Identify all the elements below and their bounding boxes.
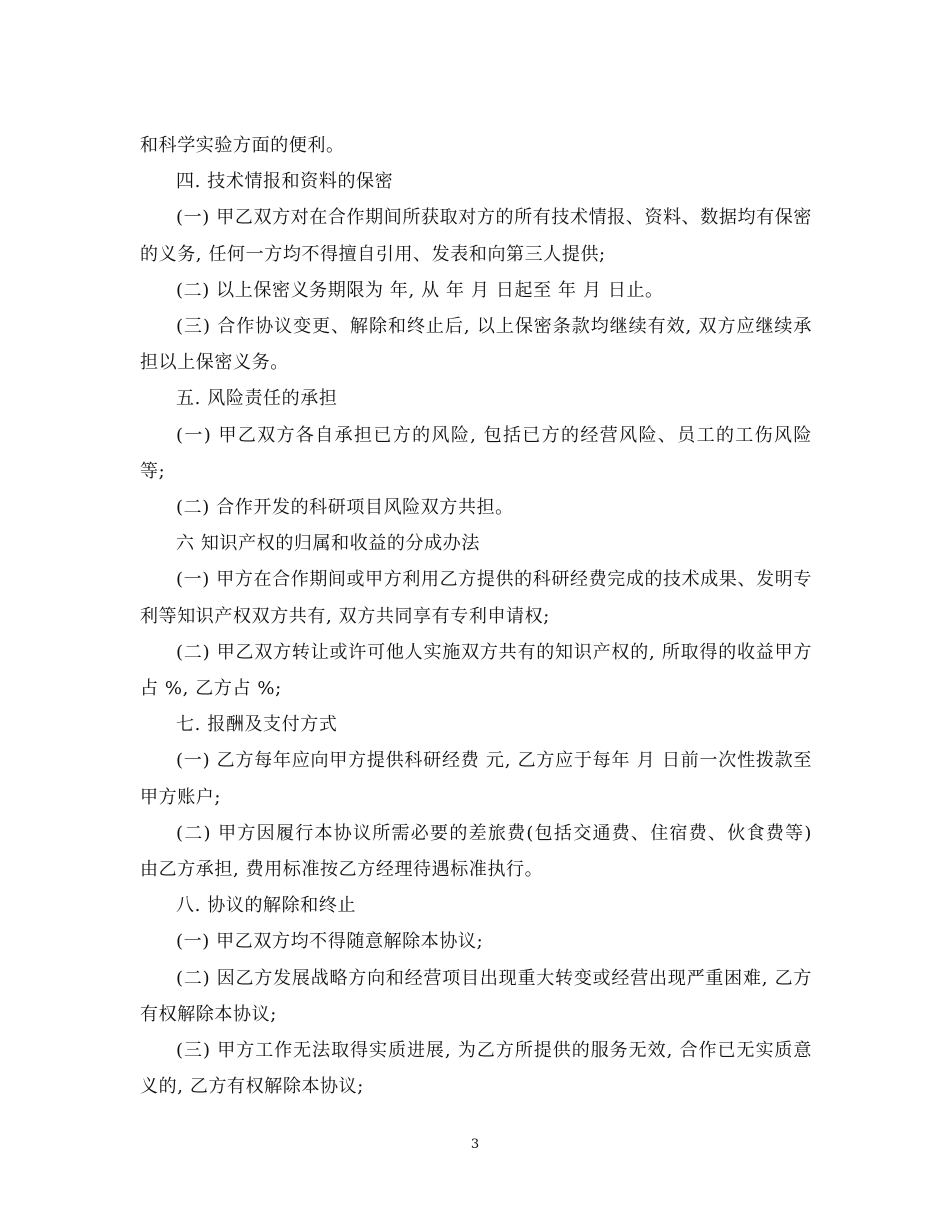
paragraph: (二) 因乙方发展战略方向和经营项目出现重大转变或经营出现严重困难, 乙方有权解除本协议; [140,967,812,1025]
paragraph: (三) 甲方工作无法取得实质进展, 为乙方所提供的服务无效, 合作已无实质意义的, 乙方有权解除本协议; [140,1040,812,1098]
paragraph: (二) 以上保密义务期限为 年, 从 年 月 日起至 年 月 日止。 [176,279,664,301]
paragraph: (一) 甲方在合作期间或甲方利用乙方提供的科研经费完成的技术成果、发明专利等知识产权双方共有, 双方共同享有专利申请权; [140,569,812,627]
paragraph: (一) 乙方每年应向甲方提供科研经费 元, 乙方应于每年 月 日前一次性拨款至甲方账户; [140,750,812,808]
paragraph: (二) 甲乙双方转让或许可他人实施双方共有的知识产权的, 所取得的收益甲方占 %, 乙方占 %; [140,641,812,700]
section-heading-payment: 七. 报酬及支付方式 [176,714,338,736]
page-number: 3 [470,1137,480,1152]
paragraph: (二) 甲方因履行本协议所需必要的差旅费(包括交通费、住宿费、伙食费等) 由乙方承担, 费用标准按乙方经理待遇标准执行。 [140,822,812,881]
paragraph: (一) 甲乙双方对在合作期间所获取对方的所有技术情报、资料、数据均有保密的义务, 任何一方均不得擅自引用、发表和向第三人提供; [140,207,812,265]
paragraph-continuation: 和科学实验方面的便利。 [140,135,345,156]
paragraph: (一) 甲乙双方各自承担已方的风险, 包括已方的经营风险、员工的工伤风险等; [140,424,812,482]
section-heading-risk: 五. 风险责任的承担 [176,388,338,410]
document-body [140,128,812,1105]
section-heading-termination: 八. 协议的解除和终止 [176,895,357,917]
section-heading-confidentiality: 四. 技术情报和资料的保密 [176,171,394,193]
section-heading-ip: 六 知识产权的归属和收益的分成办法 [176,533,480,555]
paragraph: (三) 合作协议变更、解除和终止后, 以上保密条款均继续有效, 双方应继续承担以上保密义务。 [140,316,812,374]
paragraph: (一) 甲乙双方均不得随意解除本协议; [176,931,484,953]
paragraph: (二) 合作开发的科研项目风险双方共担。 [176,497,514,519]
